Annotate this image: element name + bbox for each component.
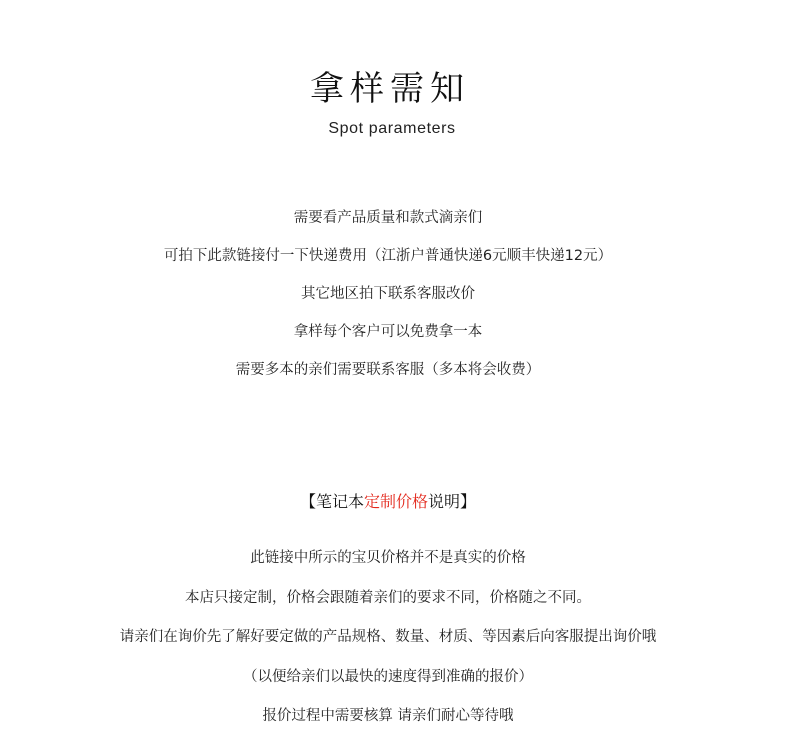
- pricing-heading-suffix: 说明】: [428, 492, 477, 511]
- sample-notice-line: 可拍下此款链接付一下快递费用（江浙户普通快递6元顺丰快递12元）: [163, 248, 613, 264]
- pricing-line: 本店只接定制，价格会跟随着亲们的要求不同，价格随之不同。: [185, 590, 591, 606]
- sample-notice-line: 其它地区拍下联系客服改价: [301, 286, 475, 302]
- sample-notice-line: 需要多本的亲们需要联系客服（多本将会收费）: [235, 362, 541, 378]
- pricing-heading: [0, 491, 776, 513]
- pricing-line: （以便给亲们以最快的速度得到准确的报价）: [243, 669, 533, 685]
- pricing-line: 请亲们在询价先了解好要定做的产品规格、数量、材质、等因素后向客服提出询价哦: [119, 629, 657, 645]
- page-title: 拿样需知: [310, 69, 470, 109]
- pricing-line: 此链接中所示的宝贝价格并不是真实的价格: [250, 550, 526, 566]
- sample-notice-line: 需要看产品质量和款式滴亲们: [293, 210, 483, 226]
- sample-notice-line: 拿样每个客户可以免费拿一本: [293, 324, 483, 340]
- page-subtitle: Spot parameters: [328, 120, 456, 137]
- pricing-heading-highlight: 定制价格: [363, 492, 428, 511]
- pricing-line: 报价过程中需要核算 请亲们耐心等待哦: [262, 708, 514, 724]
- pricing-heading-prefix: 【笔记本: [299, 492, 364, 511]
